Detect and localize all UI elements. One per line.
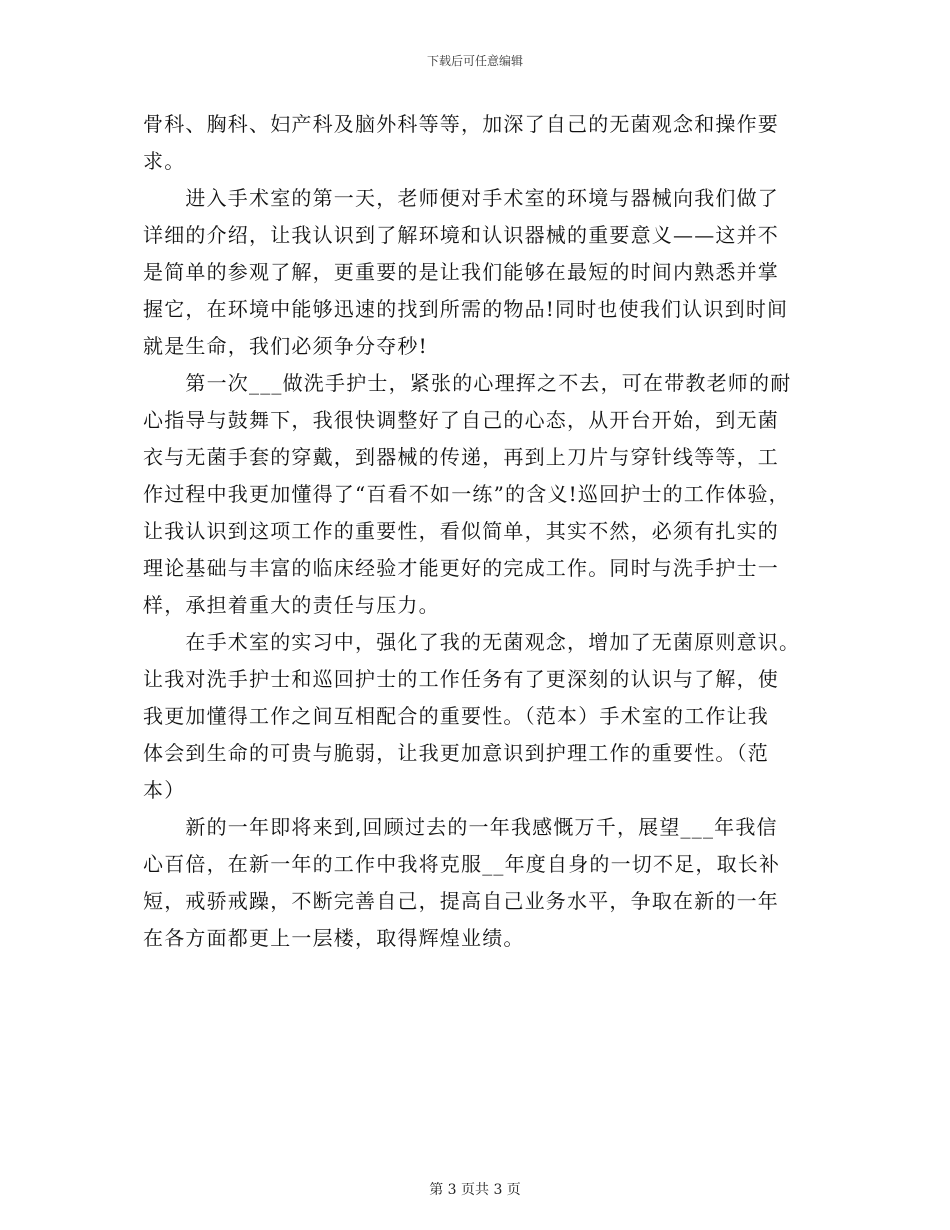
body-line: 握它，在环境中能够迅速的找到所需的物品!同时也使我们认识到时间 xyxy=(143,297,789,321)
body-line: 衣与无菌手套的穿戴，到器械的传递，再到上刀片与穿针线等等，工 xyxy=(143,445,779,469)
body-line: 第一次___做洗手护士，紧张的心理挥之不去，可在带教老师的耐 xyxy=(143,371,792,395)
body-line: 让我对洗手护士和巡回护士的工作任务有了更深刻的认识与了解，使 xyxy=(143,667,779,691)
body-line: 心百倍，在新一年的工作中我将克服__年度自身的一切不足，取长补 xyxy=(143,852,781,876)
body-line: 进入手术室的第一天，老师便对手术室的环境与器械向我们做了 xyxy=(143,186,779,210)
body-line: 详细的介绍，让我认识到了解环境和认识器械的重要意义——这并不 xyxy=(143,223,779,247)
body-line: 心指导与鼓舞下，我很快调整好了自己的心态，从开台开始，到无菌 xyxy=(143,408,779,432)
body-line: 理论基础与丰富的临床经验才能更好的完成工作。同时与洗手护士一 xyxy=(143,556,779,580)
body-line: 让我认识到这项工作的重要性，看似简单，其实不然，必须有扎实的 xyxy=(143,519,779,543)
body-line: 在手术室的实习中，强化了我的无菌观念，增加了无菌原则意识。 xyxy=(143,630,801,654)
body-line: 在各方面都更上一层楼，取得辉煌业绩。 xyxy=(143,926,525,950)
body-line: 新的一年即将来到,回顾过去的一年我感慨万千，展望___年我信 xyxy=(143,815,778,839)
body-line: 我更加懂得工作之间互相配合的重要性。（范本）手术室的工作让我 xyxy=(143,704,769,728)
body-line: 求。 xyxy=(143,149,186,173)
body-line: 作过程中我更加懂得了“百看不如一练”的含义!巡回护士的工作体验， xyxy=(143,482,790,506)
body-line: 体会到生命的可贵与脆弱，让我更加意识到护理工作的重要性。（范 xyxy=(143,741,769,765)
document-body xyxy=(143,106,807,957)
page-header: 下载后可任意编辑 xyxy=(426,54,523,68)
body-line: 样，承担着重大的责任与压力。 xyxy=(143,593,440,617)
body-line: 是简单的参观了解，更重要的是让我们能够在最短的时间内熟悉并掌 xyxy=(143,260,779,284)
page-number: 第 3 页共 3 页 xyxy=(429,1182,521,1198)
body-line: 短，戒骄戒躁，不断完善自己，提高自己业务水平，争取在新的一年 xyxy=(143,889,779,913)
body-line: 就是生命，我们必须争分夺秒! xyxy=(143,334,428,358)
body-line: 骨科、胸科、妇产科及脑外科等等，加深了自己的无菌观念和操作要 xyxy=(143,112,779,136)
body-line: 本） xyxy=(143,778,186,802)
